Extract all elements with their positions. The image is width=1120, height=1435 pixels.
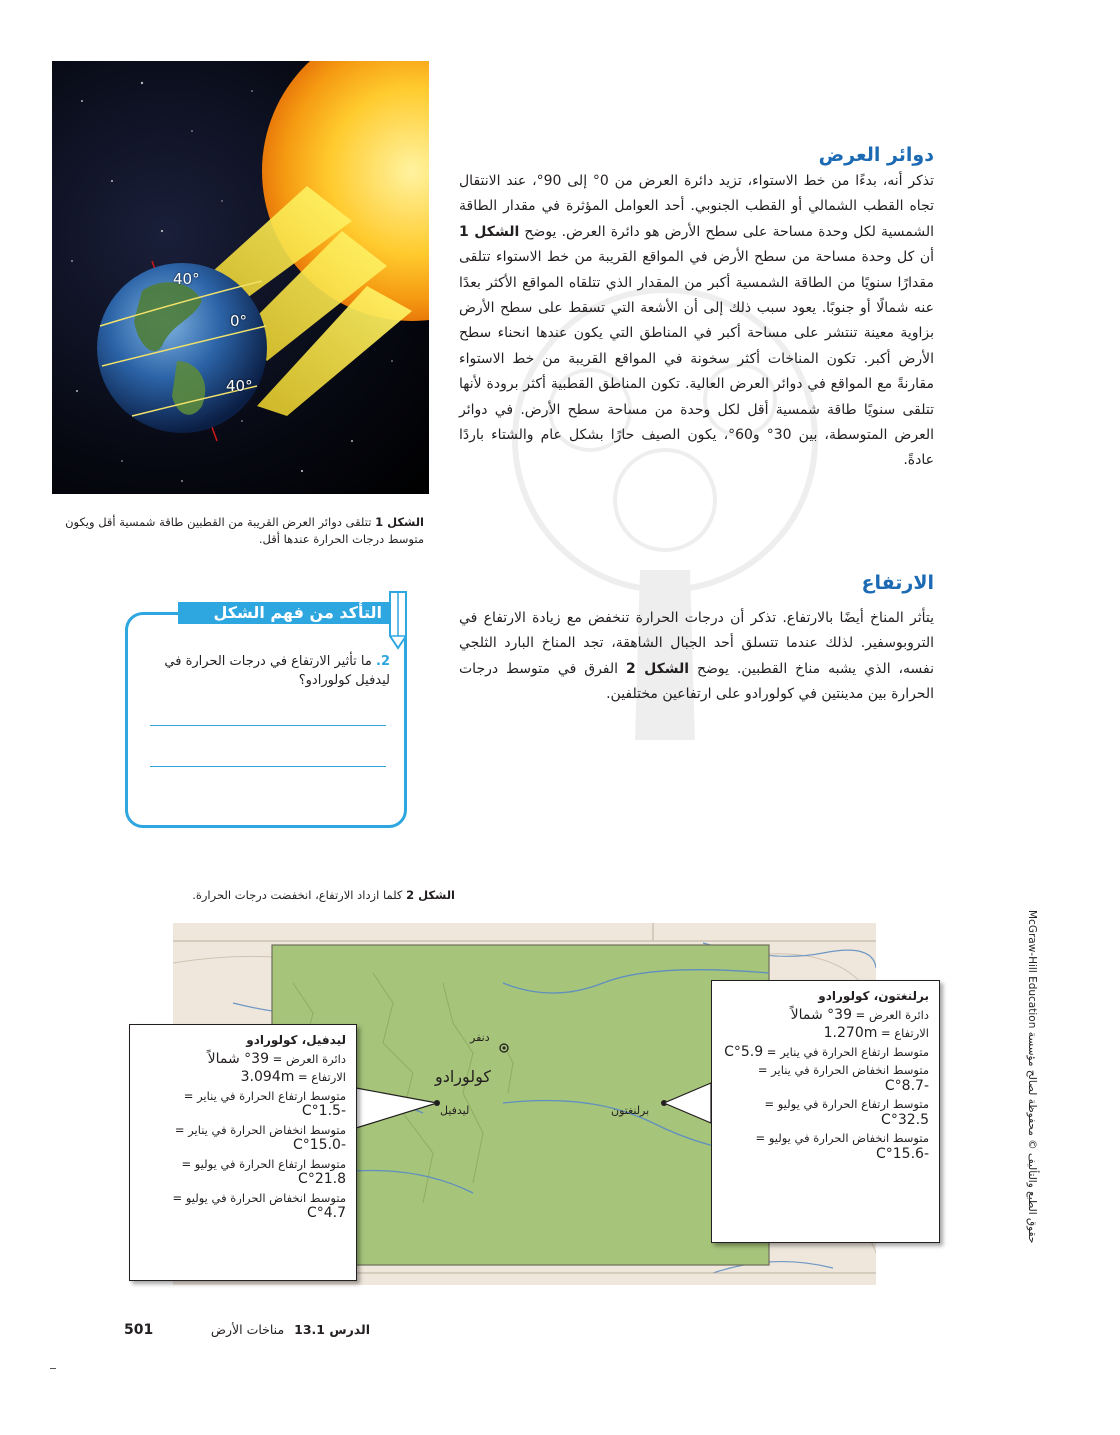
figure-1-caption-text: تتلقى دوائر العرض القريبة من القطبين طاقة شمسية أقل ويكون متوسط درجات الحرارة عندها أقل. (65, 515, 424, 546)
burlington-city-name: برلنغتون، كولورادو (818, 989, 929, 1003)
figure-1-caption-label: الشكل 1 (375, 515, 424, 529)
figure-2-caption (130, 888, 455, 902)
figure-check-title: التأكد من فهم الشكل (178, 602, 396, 624)
burlington-info-box (711, 980, 940, 1243)
altitude-text-part-1: يتأثر المناخ أيضًا بالارتفاع. تذكر أن درجات الحرارة تنخفض مع زيادة الارتفاع في التروبوسفير. لذلك عندما تتسلق أحد الجبال الشاهقة، تجد المناخ البارد الثلجي نفسه، الذي يشبه مناخ القطبين. يوضح (459, 610, 935, 677)
earth (97, 261, 267, 441)
check-question-number: 2. (376, 654, 390, 669)
burlington-jul-high: متوسط ارتفاع الحرارة في يوليو = 32.5°C (764, 1097, 929, 1128)
globe-label-equator: 0° (230, 312, 248, 330)
leadville-jul-high: متوسط ارتفاع الحرارة في يوليو = 21.8°C (181, 1156, 346, 1187)
altitude-figure-ref[interactable]: الشكل 2 (625, 660, 690, 677)
figure-check-box (125, 612, 407, 828)
burlington-jul-low: متوسط انخفاض الحرارة في يوليو = -15.6°C (755, 1131, 929, 1162)
latitude-paragraph (459, 169, 934, 474)
burlington-jan-high: متوسط ارتفاع الحرارة في يناير = 5.9°C (724, 1043, 929, 1060)
altitude-heading: الارتفاع (861, 572, 934, 594)
bottom-mark (50, 1368, 56, 1369)
answer-line-1[interactable] (150, 725, 386, 726)
leadville-city-name: ليدفيل، كولورادو (246, 1033, 346, 1047)
footer (180, 1322, 370, 1337)
map-label-burlington: برلنغتون (611, 1104, 650, 1117)
burlington-altitude: الارتفاع = 1.270m (823, 1025, 929, 1041)
altitude-paragraph (459, 606, 934, 708)
figure-1-caption (52, 514, 424, 548)
leadville-info-box (129, 1024, 357, 1281)
check-question (150, 652, 390, 690)
altitude-text-part-2: الفرق في متوسط درجات الحرارة بين مدينتين في كولورادو على ارتفاعين مختلفين. (459, 660, 934, 703)
leadville-altitude: الارتفاع = 3.094m (240, 1069, 346, 1085)
figure-1-sun-earth-image (52, 61, 429, 494)
leadville-jan-low: متوسط انخفاض الحرارة في يناير = -15.0°C (174, 1122, 346, 1153)
page-number: 501 (124, 1322, 154, 1338)
map-label-denver: دنفر (470, 1031, 490, 1044)
latitude-heading: دوائر العرض (818, 144, 934, 166)
check-question-text: ما تأثير الارتفاع في درجات الحرارة في ليدفيل كولورادو؟ (164, 654, 390, 688)
answer-line-2[interactable] (150, 766, 386, 767)
footer-title: مناخات الأرض (210, 1322, 285, 1337)
globe-label-40-south: 40° (226, 377, 253, 395)
figure-2-caption-text: كلما ازداد الارتفاع، انخفضت درجات الحرارة. (192, 888, 403, 902)
footer-lesson: الدرس 13.1 (294, 1322, 370, 1337)
leadville-jul-low: متوسط انخفاض الحرارة في يوليو = 4.7°C (172, 1190, 346, 1221)
globe-label-40-north: 40° (173, 270, 200, 288)
map-label-leadville: ليدفيل (440, 1104, 470, 1117)
figure-2-caption-label: الشكل 2 (406, 888, 455, 902)
burlington-jan-low: متوسط انخفاض الحرارة في يناير = -8.7°C (757, 1063, 929, 1094)
map-label-colorado: كولورادو (435, 1067, 492, 1086)
leadville-latitude: دائرة العرض = 39° شمالاً (207, 1050, 346, 1067)
pencil-icon (384, 590, 414, 650)
latitude-text-part-2: أن كل وحدة مساحة من سطح الأرض في المواقع القريبة من خط الاستواء تتلقى مقدارًا سنويًا من الطاقة الشمسية أكبر من المقدار الذي تتلقاه المواقع الأكثر بعدًا عنه شمالًا أو جنوبًا. يعود سبب ذلك إلى أن الأشعة التي تسقط على سطح الأرض بزاوية معينة تنتشر على مساحة أكبر في المناطق التي يكون عندها انحناء سطح الأرض أكبر. تكون المناخات أكثر سخونة في المواقع القريبة من خط الاستواء مقارنةً مع المواقع في دوائر العرض العالية. تكون المناطق القطبية أكثر برودة لأنها تتلقى سنويًا طاقة شمسية أقل لكل وحدة من مساحة سطح الأرض. في دوائر العرض المتوسطة، بين 30° و60°، يكون الصيف حارًا بشكل عام والشتاء باردًا عادةً. (459, 249, 934, 469)
latitude-text-part-1: تذكر أنه، بدءًا من خط الاستواء، تزيد دائرة العرض من 0° إلى 90°، عند الانتقال تجاه القطب الشمالي أو القطب الجنوبي. أحد العوامل المؤثرة في مقدار الطاقة الشمسية لكل وحدة مساحة على سطح الأرض هو دائرة العرض. يوضح (459, 173, 934, 240)
side-copyright: حقوق الطبع والتأليف © محفوظة لصالح مؤسسة McGraw-Hill Education (1026, 910, 1038, 1244)
leadville-jan-high: متوسط ارتفاع الحرارة في يناير = -1.5°C (183, 1088, 346, 1119)
latitude-figure-ref[interactable]: الشكل 1 (459, 223, 520, 240)
burlington-latitude: دائرة العرض = 39° شمالاً (790, 1006, 929, 1023)
